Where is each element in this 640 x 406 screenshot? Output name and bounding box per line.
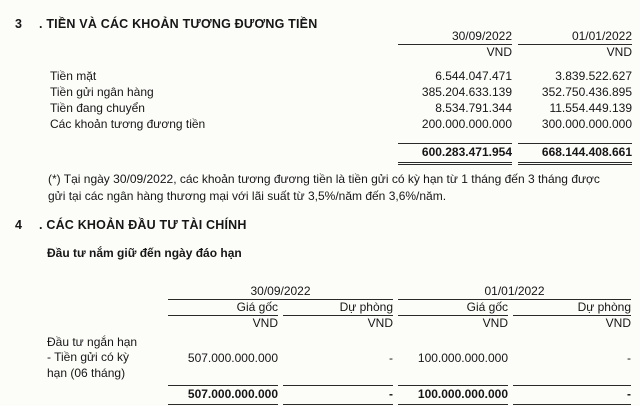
table2-unit-2: VND [367, 316, 393, 330]
table2-subheader-2: Dự phòng [283, 300, 393, 316]
table1-col2-unit: VND [606, 45, 632, 59]
row-value-2: 300.000.000.000 [541, 117, 632, 131]
row-label [47, 350, 163, 381]
table-row [50, 68, 632, 84]
table-row [47, 334, 631, 350]
table2-unit-4: VND [605, 316, 631, 330]
row-label: Đầu tư ngắn hạn [47, 335, 138, 349]
row-value-1: 200.000.000.000 [421, 117, 512, 131]
table2-date-group-row [47, 284, 631, 300]
section4-heading [15, 218, 247, 232]
footnote-line: gửi tại các ngân hàng thương mại với lãi suất từ 3,5%/năm đến 3,6%/năm. [48, 188, 447, 203]
table-row [50, 100, 632, 116]
row-value-3: 100.000.000.000 [417, 351, 508, 365]
section4-title: . CÁC KHOẢN ĐẦU TƯ TÀI CHÍNH [39, 218, 247, 232]
table1-date-header-row [50, 29, 632, 45]
row-label: Tiền mặt [50, 69, 97, 83]
table1-unit-row [50, 45, 632, 60]
cash-equivalents-table [50, 29, 632, 165]
row-label-line1: - Tiền gửi có kỳ [47, 350, 130, 364]
row-value-4: - [627, 351, 631, 365]
table2-unit-3: VND [482, 316, 508, 330]
table2-total-row [47, 385, 631, 406]
row-label-line2: hạn (06 tháng) [47, 365, 126, 380]
row-label: Tiền gửi ngân hàng [50, 85, 154, 99]
table-row [50, 116, 632, 132]
total-value-2: 668.144.408.661 [518, 143, 632, 165]
row-value-2: 3.839.522.627 [555, 69, 632, 83]
table2-subheader-3: Giá gốc [398, 300, 508, 316]
row-value-1: 507.000.000.000 [187, 351, 278, 365]
table2-subheader-1: Giá gốc [168, 300, 278, 316]
table2-unit-1: VND [252, 316, 278, 330]
row-value-2: 11.554.449.139 [549, 101, 632, 115]
section3-number: 3 [15, 17, 23, 31]
footnote-line: (*) Tại ngày 30/09/2022, các khoản tương đương tiền là tiền gửi có kỳ hạn từ 1 tháng đến 3 tháng được [48, 172, 600, 186]
table1-col2-date: 01/01/2022 [518, 29, 632, 45]
table1-total-row [50, 143, 632, 165]
table1-col1-unit: VND [486, 45, 512, 59]
row-label: Tiền đang chuyển [50, 101, 145, 115]
row-value-2: - [389, 351, 393, 365]
row-value-1: 6.544.047.471 [435, 69, 512, 83]
row-label: Các khoản tương đương tiền [50, 117, 206, 131]
section4-number: 4 [15, 218, 23, 232]
section3-title: . TIỀN VÀ CÁC KHOẢN TƯƠNG ĐƯƠNG TIỀN [39, 17, 318, 31]
total-value-1: 600.283.471.954 [398, 143, 512, 165]
total-value-4: - [513, 385, 631, 406]
row-value-1: 385.204.633.139 [421, 85, 512, 99]
table-row [50, 84, 632, 100]
footnote [48, 171, 636, 204]
table2-subheader-row [47, 300, 631, 316]
table2-group2-date: 01/01/2022 [398, 284, 631, 300]
row-value-2: 352.750.436.895 [541, 85, 632, 99]
section4-subtitle: Đầu tư nắm giữ đến ngày đáo hạn [47, 246, 242, 260]
table2-subheader-4: Dự phòng [513, 300, 631, 316]
total-value-1: 507.000.000.000 [168, 385, 278, 406]
table1-col1-date: 30/09/2022 [398, 29, 512, 45]
total-value-2: - [283, 385, 393, 406]
table2-unit-row [47, 316, 631, 331]
table-row [47, 350, 631, 381]
total-value-3: 100.000.000.000 [398, 385, 508, 406]
table2-group1-date: 30/09/2022 [168, 284, 393, 300]
investments-table [47, 284, 631, 406]
row-value-1: 8.534.791.344 [435, 101, 512, 115]
